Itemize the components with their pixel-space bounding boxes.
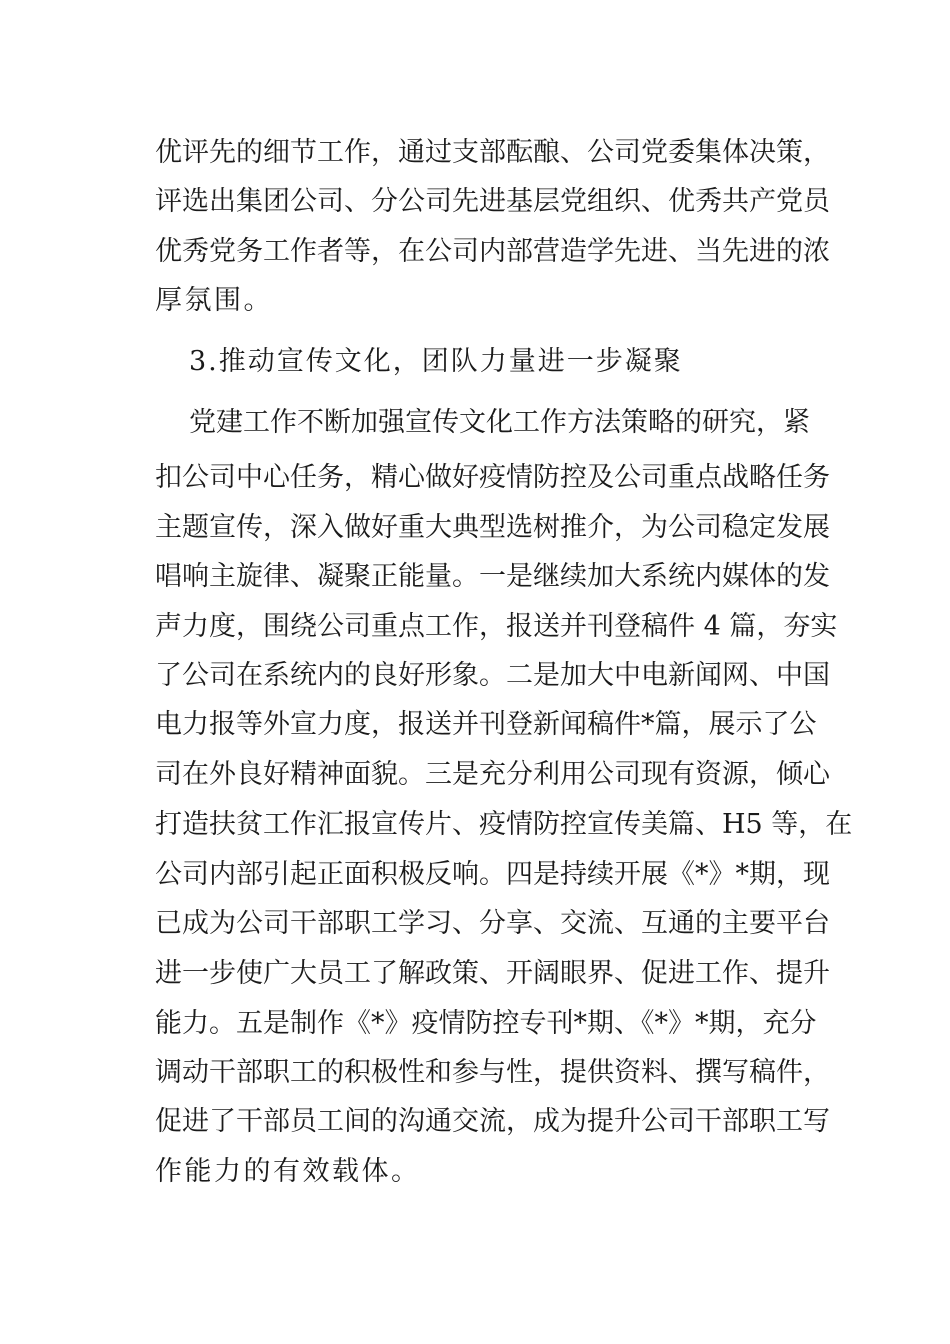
paragraph-line: 已成为公司干部职工学习、分享、交流、互通的主要平台	[155, 908, 830, 939]
paragraph-line: 主题宣传，深入做好重大典型选树推介，为公司稳定发展	[155, 512, 830, 543]
paragraph-line: 作能力的有效载体。	[155, 1156, 421, 1187]
paragraph-line: 促进了干部员工间的沟通交流，成为提升公司干部职工写	[155, 1106, 830, 1137]
paragraph-line: 公司内部引起正面积极反响。四是持续开展《*》*期，现	[155, 859, 830, 890]
paragraph-line: 党建工作不断加强宣传文化工作方法策略的研究，紧	[189, 407, 810, 438]
paragraph-line: 评选出集团公司、分公司先进基层党组织、优秀共产党员	[155, 186, 830, 217]
paragraph-line: 厚氛围。	[155, 285, 273, 316]
paragraph-line: 能力。五是制作《*》疫情防控专刊*期、《*》*期，充分	[155, 1008, 817, 1039]
paragraph-line: 进一步使广大员工了解政策、开阔眼界、促进工作、提升	[155, 958, 830, 989]
paragraph-line: 唱响主旋律、凝聚正能量。一是继续加大系统内媒体的发	[155, 561, 830, 592]
paragraph-line: 声力度，围绕公司重点工作，报送并刊登稿件 4 篇，夯实	[155, 611, 838, 642]
paragraph-line: 调动干部职工的积极性和参与性，提供资料、撰写稿件，	[155, 1057, 830, 1088]
paragraph-line: 打造扶贫工作汇报宣传片、疫情防控宣传美篇、H5 等，在	[155, 809, 853, 840]
paragraph-line: 优秀党务工作者等，在公司内部营造学先进、当先进的浓	[155, 236, 830, 267]
section-heading: 3.推动宣传文化，团队力量进一步凝聚	[189, 346, 683, 377]
paragraph-line: 了公司在系统内的良好形象。二是加大中电新闻网、中国	[155, 660, 830, 691]
paragraph-line: 优评先的细节工作，通过支部酝酿、公司党委集体决策，	[155, 137, 830, 168]
paragraph-line: 电力报等外宣力度，报送并刊登新闻稿件*篇，展示了公	[155, 709, 817, 740]
paragraph-line: 司在外良好精神面貌。三是充分利用公司现有资源，倾心	[155, 759, 830, 790]
paragraph-line: 扣公司中心任务，精心做好疫情防控及公司重点战略任务	[155, 462, 830, 493]
